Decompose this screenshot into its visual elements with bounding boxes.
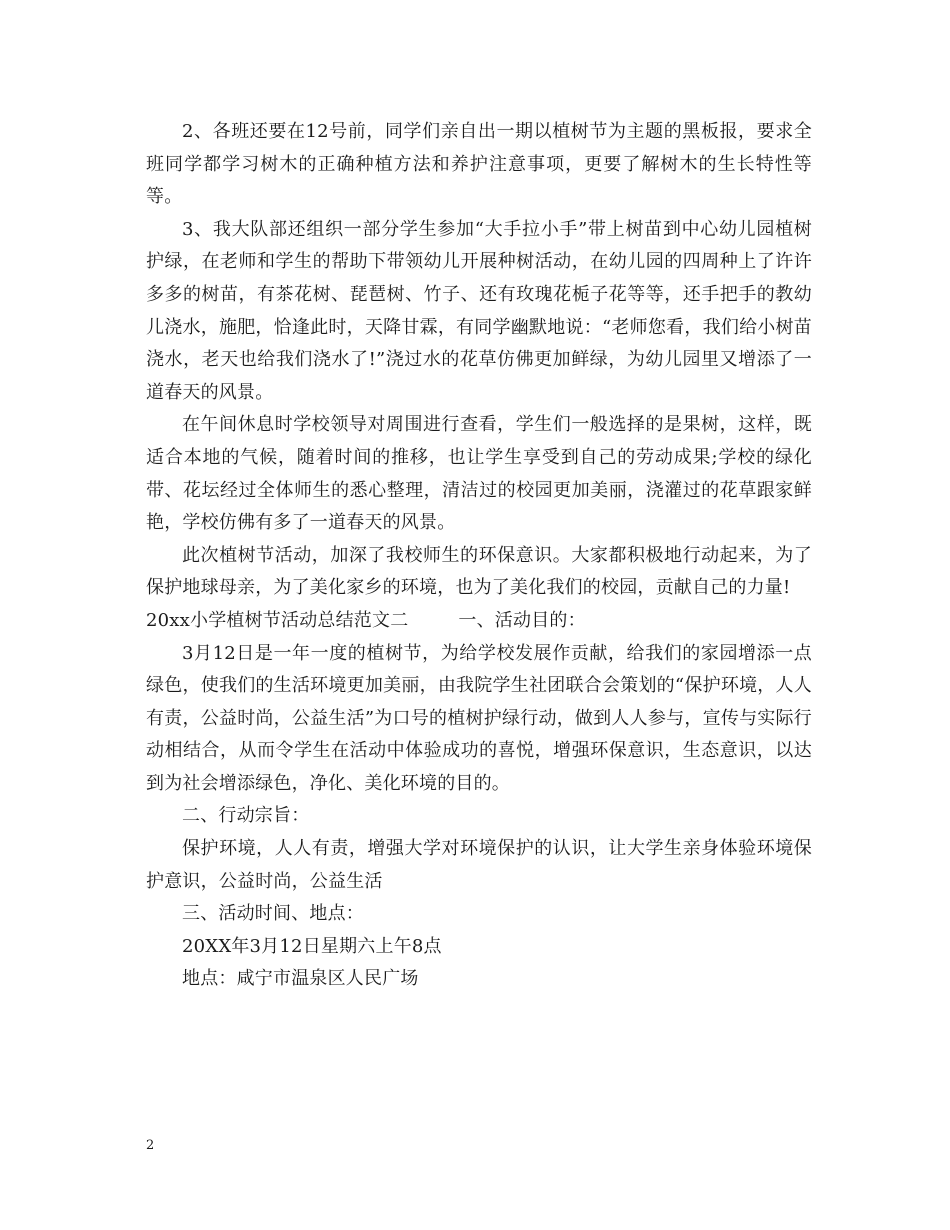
paragraph-purpose: 3月12日是一年一度的植树节，为给学校发展作贡献，给我们的家园增添一点绿色，使我们的生活环境更加美丽，由我院学生社团联合会策划的“保护环境，人人有责，公益时尚，公益生活”为口号的植树护绿行动，做到人人参与，宣传与实际行动相结合，从而令学生在活动中体验成功的喜悦，增强环保意识，生态意识，以达到为社会增添绿色，净化、美化环境的目的。 xyxy=(146,642,812,794)
place-line: 地点：咸宁市温泉区人民广场 xyxy=(182,968,419,990)
heading-aim: 二、行动宗旨： xyxy=(182,805,310,827)
paragraph-inspection: 在午间休息时学校领导对周围进行查看，学生们一般选择的是果树，这样，既适合本地的气候，随着时间的推移，也让学生享受到自己的劳动成果;学校的绿化带、花坛经过全体师生的悉心整理，清洁过的校园更加美丽，浇灌过的花草跟家鲜艳，学校仿佛有多了一道春天的风景。 xyxy=(146,414,812,534)
time-line: 20XX年3月12日星期六上午8点 xyxy=(182,935,442,957)
paragraph-blackboard: 2、各班还要在12号前，同学们亲自出一期以植树节为主题的黑板报，要求全班同学都学习树木的正确种植方法和养护注意事项，更要了解树木的生长特性等等。 xyxy=(146,121,812,208)
document-body xyxy=(146,116,812,996)
paragraph-conclusion: 此次植树节活动，加深了我校师生的环保意识。大家都积极地行动起来，为了保护地球母亲，为了美化家乡的环境，也为了美化我们的校园，贡献自己的力量! xyxy=(146,544,812,599)
section-heading-purpose: 一、活动目的： xyxy=(458,609,586,631)
section-heading-line xyxy=(146,605,812,638)
page-number: 2 xyxy=(146,1138,155,1153)
section-title: 20xx小学植树节活动总结范文二 xyxy=(146,609,409,631)
paragraph-kindergarten: 3、我大队部还组织一部分学生参加“大手拉小手”带上树苗到中心幼儿园植树护绿，在老师和学生的帮助下带领幼儿开展种树活动，在幼儿园的四周种上了许许多多的树苗，有茶花树、琵琶树、竹子、还有玫瑰花栀子花等等，还手把手的教幼儿浇水，施肥，恰逢此时，天降甘霖，有同学幽默地说：“老师您看，我们给小树苗浇水，老天也给我们浇水了!”浇过水的花草仿佛更加鲜绿，为幼儿园里又增添了一道春天的风景。 xyxy=(146,218,812,403)
heading-time-place: 三、活动时间、地点： xyxy=(182,903,364,925)
paragraph-aim: 保护环境，人人有责，增强大学对环境保护的认识，让大学生亲身体验环境保护意识，公益时尚，公益生活 xyxy=(146,838,812,892)
